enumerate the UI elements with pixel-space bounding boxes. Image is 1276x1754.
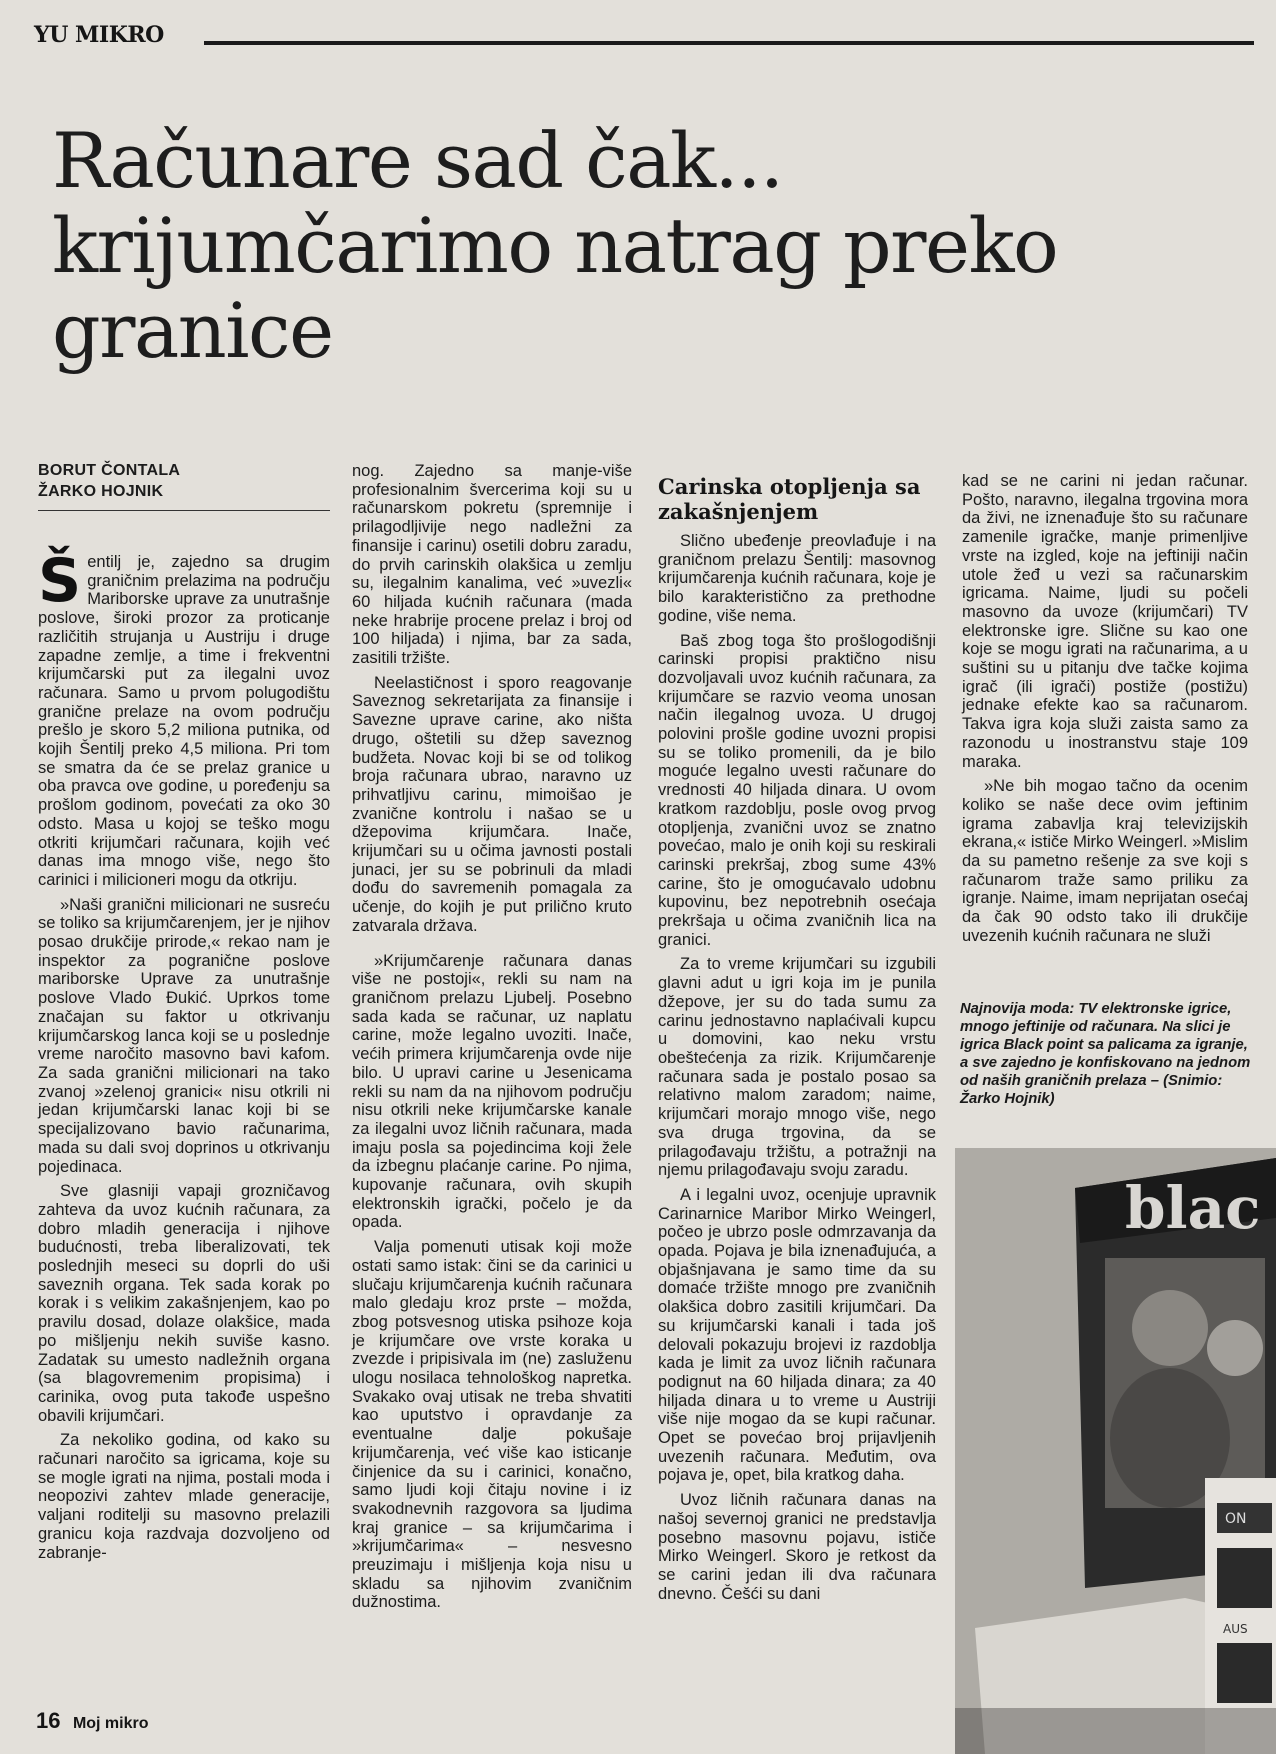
paragraph: Slično ubeđenje preovlađuje i na graničnom prelazu Šentilj: masovnog krijumčarenja kućnih računara, koje je bilo karakteristično za prethodne godine, više nema. bbox=[658, 532, 936, 625]
article-column-4 bbox=[962, 472, 1248, 952]
headline bbox=[52, 118, 1232, 373]
paragraph: »Ne bih mogao tačno da ocenim koliko se naše dece ovim jeftinim igrama zabavlja kraj televizijskih ekrana,« ističe Mirko Weingerl. »Mislim da su pametno rešenje za sve koji s računarom traže samo priliku za igranje. Naime, imam neprijatan osećaj da čak 90 odsto tako ili drukčije uvezenih kućnih računara ne služi bbox=[962, 777, 1248, 945]
byline-rule bbox=[38, 510, 330, 511]
paragraph: nog. Zajedno sa manje-više profesionalnim švercerima koji su u računarskom pokretu (spremnije i prilagodljivije nego nadležni za finansije i carinu) osetili dobru zaradu, do prvih carinskih olakšica u zemlju su, ilegalnim kanalima, već »uvezli« 60 hiljada kućnih računara (mada neke hrabrije procene prelaz i broj od 100 hiljada) i njima, bar za sada, zasitili tržište. bbox=[352, 462, 632, 668]
subheading: Carinska otopljenja sa zakašnjenjem bbox=[658, 474, 921, 524]
headline-line-1: Računare sad čak... bbox=[52, 116, 783, 205]
section-rule bbox=[204, 41, 1254, 45]
game-box-label: blac bbox=[1125, 1174, 1261, 1242]
paragraph: Uvoz ličnih računara danas na našoj severnoj granici ne predstavlja posebno masovnu pojavu, ističe Mirko Weingerl. Skoro je retkost da se carini jedan ili dva računara dnevno. Češći su dani bbox=[658, 1491, 936, 1603]
photo-caption: Najnovija moda: TV elektronske igrice, mnogo jeftinije od računara. Na slici je igrica Black point sa palicama za igranje, a sve zajedno je konfiskovano na jednom od naših graničnih prelaza – (Snimio: Žarko Hojnik) bbox=[960, 1001, 1251, 1107]
byline bbox=[38, 460, 330, 502]
magazine-name: Moj mikro bbox=[72, 1715, 149, 1732]
paragraph: »Naši granični milicionari ne susreću se toliko sa krijumčarenjem, jer je njihov posao drukčije prirode,« rekao nam je inspektor za pogranične poslove mariborske Uprave za unutrašnje poslove Vlado Đukić. Uprkos tome značajan su faktor u otkrivanju krijumčarskog lanca koji se u poslednje vreme naročito masovno bavi kafom. Za sada granični milicionari na tako zvanoj »zelenoj granici« nisu otkrili ni jedan krijumčarski lanac koji bi se specijalizovano bavio računarima, mada su dali svoj doprinos u otkrivanju pojedinaca. bbox=[38, 895, 330, 1176]
paragraph: Za nekoliko godina, od kako su računari naročito sa igricama, koje su se mogle igrati na njima, postali moda i neopozivi zahtev mlade generacije, valjani roditelji su masovno prelazili granicu koja razdvaja dozvoljeno od zabranje- bbox=[38, 1431, 330, 1562]
paragraph: A i legalni uvoz, ocenjuje upravnik Carinarnice Maribor Mirko Weingerl, počeo je ubrzo posle odmrzavanja da opada. Pojava je bila iznenađujuća, a objašnjavana je samo time da su domaće tržište mnogo pre zvaničnih olakšica dobro zasitili krijumčari. Da su krijumčarski kanali i tada još delovali pokazuju brojevi iz razdoblja kada je limit za uvoz ličnih računara podignut na 60 hiljada dinara; za 40 hiljada dinara u to vreme u Austriji više nije mogao da se kupi računar. Opet se povećao broj prijavljenih uvezenih računara. Međutim, ova pojava je, opet, bila kratkog daha. bbox=[658, 1185, 936, 1485]
article-column-1 bbox=[38, 460, 330, 1568]
drop-cap: Š bbox=[38, 546, 82, 616]
section-label: YU MIKRO bbox=[34, 22, 164, 48]
headline-line-3: granice bbox=[52, 286, 333, 375]
photo-game-console bbox=[955, 1148, 1276, 1754]
paragraph: kad se ne carini ni jedan računar. Pošto, naravno, ilegalna trgovina mora da živi, ne iznenađuje što su računare zamenile igračke, manje primenljive vrste na izgled, koje na jeftiniji način utole žeđ u vezi sa računarskim igricama. Naime, ljudi su počeli masovno da uvoze (krijumčari) TV elektronske igre. Slične su kao one koje se mogu igrati na računarima, a u suštini su u pitanju dve tačke kojima igrač (ili igrači) postiže (postižu) jednake efekte kao sa računarom. Takva igra koja služi zaista samo za razonodu u inostranstvu staje 109 maraka. bbox=[962, 472, 1248, 771]
device-label-2: AUS bbox=[1223, 1622, 1248, 1636]
section-header bbox=[34, 22, 1254, 48]
paragraph: »Krijumčarenje računara danas više ne postoji«, rekli su nam na graničnom prelazu Ljubelj. Posebno sada kada se računar, uz naplatu carine, može legalno uvoziti. Inače, većih primera krijumčarenja ovde nije bilo. U upravi carine u Jesenicama rekli su nam da na njihovom području nisu otkrili neke krijumčarske kanale za ilegalni uvoz ličnih računara, mada imaju posla sa pojedincima koji žele da izbegnu plaćanje carine. Po njima, kupovanje računara, ovih skupih elektronskih igrački, počelo je da opada. bbox=[352, 951, 632, 1232]
page-number: 16 bbox=[36, 1708, 61, 1733]
article-column-2 bbox=[352, 462, 632, 1618]
paragraph: Za to vreme krijumčari su izgubili glavni adut u igri koja im je punila džepove, jer su do tada sumu za carinu jednostavno naplaćivali kupcu u domovini, kao neku vrstu obeštećenja za rizik. Krijumčarenje računara sada je postalo posao sa relativno malom zaradom; naime, krijumčari morajo mnogo više, nego sva druga trgovina, da se prilagođavaju tržištu, a potražnji na njemu prilagođavaju svoju zaradu. bbox=[658, 955, 936, 1180]
paragraph: Valja pomenuti utisak koji može ostati samo istak: čini se da carinici u slučaju krijumčarenja kućnih računara malo gledaju kroz prste – možda, zbog potsvesnog utiska psihoze koja je krijumčare ove vrste koraka u zvezde i pripisivala im (ne) zasluženu ulogu nosilaca tehnološkog napretka. Svakako ovaj utisak ne treba shvatiti kao uputstvo i opravdanje za eventualne dalje pokušaje krijumčarenja, već više kao isticanje činjenice da su i carinici, konačno, samo ljudi koji čitaju novine i iz svakodnevnih razgovora sa ljudima kraj granice – sa krijumčarima i »krijumčarima« – nesvesno preuzimaju i mišljenja koja nisu u skladu sa njihovim zvaničnim dužnostima. bbox=[352, 1238, 632, 1612]
device-label: ON bbox=[1225, 1511, 1247, 1527]
photo-illustration bbox=[955, 1148, 1276, 1754]
page-footer bbox=[36, 1708, 149, 1734]
headline-line-2: krijumčarimo natrag preko bbox=[52, 201, 1058, 290]
paragraph: Sve glasniji vapaji grozničavog zahteva da uvoz kućnih računara, za dobro mladih generacija i njihove budućnosti, treba liberalizovati, tek poslednjih meseci su doprli do uši saveznih organa. Tek sada korak po korak i s velikim zakašnjenjem, kao po pravilu dosad, dolaze olakšice, mada po mišljenju nekih suviše kasno. Zadatak su umesto nadležnih organa (sa blagovremenim propisima) i carinika, ovog puta takođe uspešno obavili krijumčari. bbox=[38, 1182, 330, 1425]
paragraph: Šentilj je, zajedno sa drugim graničnim prelazima na području Mariborske uprave za unutrašnje poslove, široki prozor za proticanje različitih strujanja u Austriju i druge zapadne zemlje, a time i frekventni krijumčarski put za ilegalni uvoz računara. Samo u prvom polugodištu granične prelaze na ovom području prešlo je skoro 5,2 miliona putnika, od kojih Šentilj preko 4,5 miliona. Pri tom se smatra da će se prelaz granice u oba pravca ove godine, u poređenju sa prošlom godinom, povećati za oko 30 odsto. Masa u kojoj se teško mogu otkriti krijumčari računara, kojih već danas ima mnogo više, nego što carinici i milicioneri mogu da otkriju. bbox=[38, 546, 330, 889]
paragraph: Baš zbog toga što prošlogodišnji carinski propisi praktično nisu dozvoljavali uvoz kućnih računara, za krijumčare se razvio veoma unosan način ilegalnog uvoza. U drugoj polovini prošle godine uvozni propisi su se toliko promenili, da je bilo moguće legalno uvesti računare do vrednosti 40 hiljada dinara. U ovom kratkom razdoblju, posle ovog prvog otopljenja, zvanični uvoz se znatno povećao, malo je onih koji su reskirali carinski prekršaj, zbog sume 43% carine, što je omogućavalo udobnu kupovinu, bez nepotrebnih osećaja prekršaja u očima zvaničnih lica na granici. bbox=[658, 631, 936, 949]
byline-author-1: BORUT ČONTALA bbox=[38, 462, 181, 479]
paragraph: Neelastičnost i sporo reagovanje Saveznog sekretarijata za finansije i Savezne uprave carine, ako ništa drugo, oštetili su džep saveznog budžeta. Novac koji bi se od tolikog broja računara ubrao, naravno uz prihvatljivu carinu, mimoišao je zvanične kontrolu i našao se u džepovima krijumčara. Inače, krijumčari su u očima javnosti postali junaci, jer su se pobrinuli da mladi dođu do savremenih pomagala za učenje, do kojih je put prilično kruto zatvarala država. bbox=[352, 673, 632, 935]
article-column-3 bbox=[658, 472, 936, 1609]
byline-author-2: ŽARKO HOJNIK bbox=[38, 483, 164, 500]
